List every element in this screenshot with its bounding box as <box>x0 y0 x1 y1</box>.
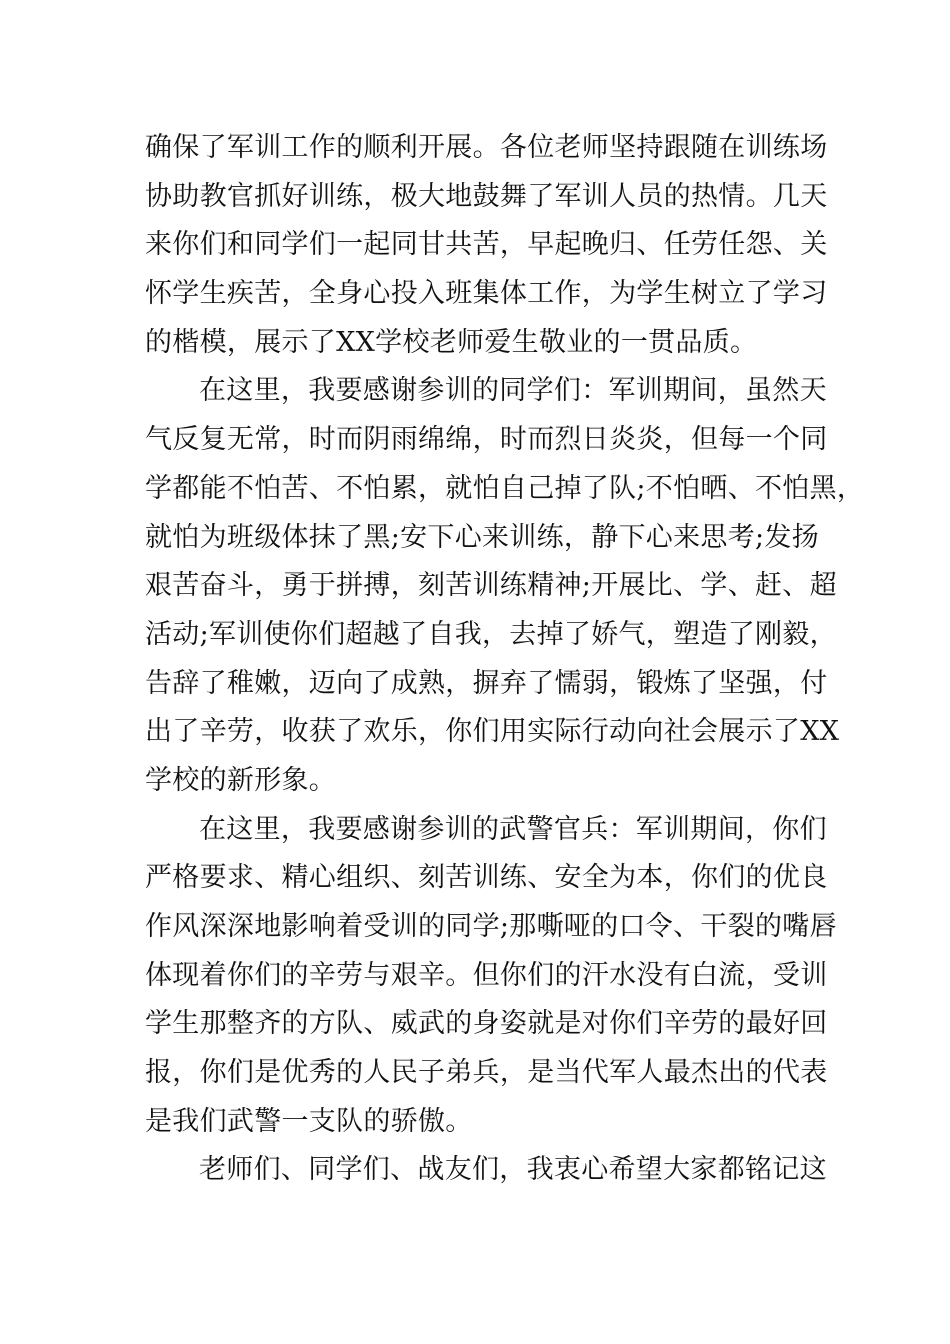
text-line-first: 在这里，我要感谢参训的武警官兵：军训期间，你们 <box>199 813 827 845</box>
text-line: 是我们武警一支队的骄傲。 <box>145 1105 473 1137</box>
text-line: 就怕为班级体抹了黑;安下心来训练，静下心来思考;发扬 <box>145 521 819 553</box>
text-line: 气反复无常，时而阴雨绵绵，时而烈日炎炎，但每一个同 <box>145 424 828 456</box>
text-line: 作风深深地影响着受训的同学;那嘶哑的口令、干裂的嘴唇 <box>145 911 837 942</box>
text-line: 学生那整齐的方队、威武的身姿就是对你们辛劳的最好回 <box>145 1008 828 1040</box>
paragraph-1 <box>145 124 835 367</box>
text-line: 报，你们是优秀的人民子弟兵，是当代军人最杰出的代表 <box>145 1057 828 1089</box>
text-line-first: 老师们、同学们、战友们，我衷心希望大家都铭记这 <box>199 1154 827 1186</box>
text-line-first: 在这里，我要感谢参训的同学们：军训期间，虽然天 <box>199 375 827 407</box>
text-line: 艰苦奋斗，勇于拼搏，刻苦训练精神;开展比、学、赶、超 <box>145 570 837 602</box>
paragraph-4 <box>145 1146 835 1195</box>
text-line: 确保了军训工作的顺利开展。各位老师坚持跟随在训练场 <box>145 132 828 163</box>
text-line: 协助教官抓好训练，极大地鼓舞了军训人员的热情。几天 <box>145 180 828 212</box>
text-line: 的楷模，展示了XX学校老师爱生敬业的一贯品质。 <box>145 326 758 358</box>
text-line: 活动;军训使你们超越了自我，去掉了娇气，塑造了刚毅， <box>145 618 837 650</box>
text-line: 怀学生疾苦，全身心投入班集体工作，为学生树立了学习 <box>145 278 828 310</box>
paragraph-2 <box>145 367 865 805</box>
text-line: 出了辛劳，收获了欢乐，你们用实际行动向社会展示了XX <box>145 716 840 748</box>
paragraph-3 <box>145 806 835 1147</box>
text-line: 学校的新形象。 <box>145 764 337 796</box>
text-line: 学都能不怕苦、不怕累，就怕自己掉了队;不怕晒、不怕黑， <box>145 472 865 504</box>
text-line: 告辞了稚嫩，迈向了成熟，摒弃了懦弱，锻炼了坚强，付 <box>145 667 828 699</box>
text-line: 严格要求、精心组织、刻苦训练、安全为本，你们的优良 <box>145 862 828 894</box>
text-line: 来你们和同学们一起同甘共苦，早起晚归、任劳任怨、关 <box>145 229 828 261</box>
text-line: 体现着你们的辛劳与艰辛。但你们的汗水没有白流，受训 <box>145 959 828 991</box>
body-text <box>145 124 865 1195</box>
